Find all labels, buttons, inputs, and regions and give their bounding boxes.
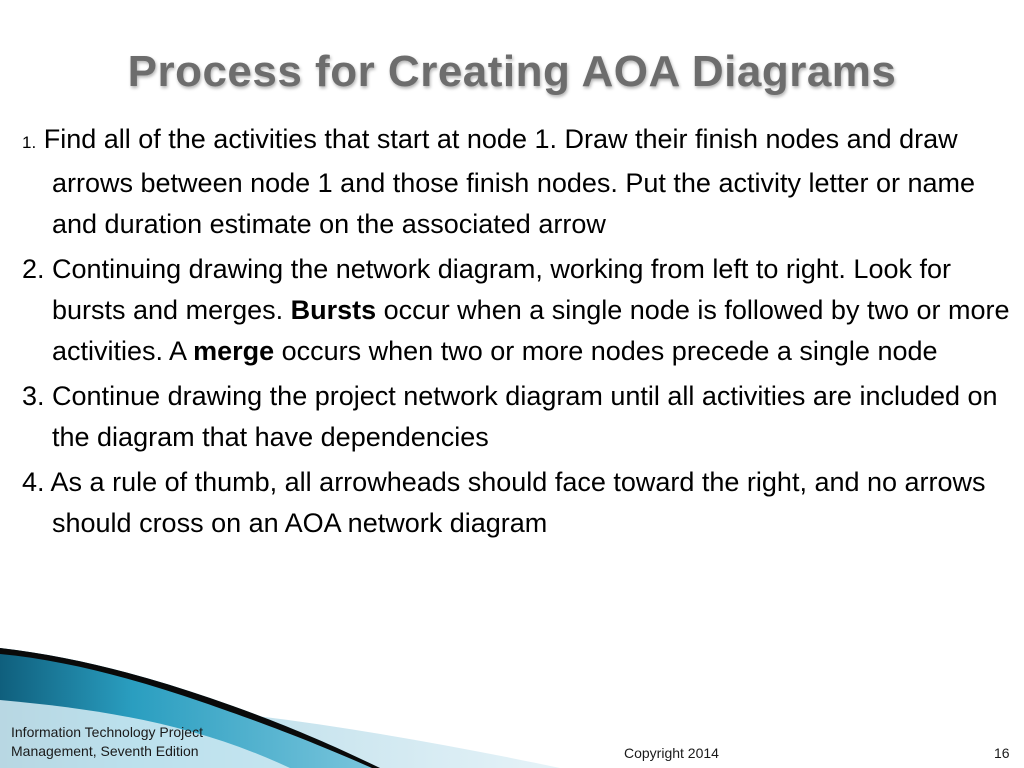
step-4 — [22, 462, 1017, 544]
step-number: 4. — [22, 467, 45, 497]
footer-copyright: Copyright 2014 — [624, 745, 719, 761]
step-1 — [22, 119, 1017, 245]
step-number: 3. — [22, 381, 45, 411]
term-merge: merge — [193, 336, 275, 366]
step-number: 1. — [22, 133, 37, 152]
step-text: As a rule of thumb, all arrowheads should face toward the right, and no arrows should cross on an AOA network diagram — [50, 467, 986, 538]
step-number: 2. — [22, 254, 45, 284]
step-text: occurs when two or more nodes precede a single node — [274, 336, 938, 366]
step-2 — [22, 249, 1017, 372]
slide-title: Process for Creating AOA Diagrams — [127, 47, 897, 96]
footer-book-title: Information Technology Project Management, Seventh Edition — [11, 724, 203, 759]
step-text: Find all of the activities that start at node 1. Draw their finish nodes and draw arrows between node 1 and those finish nodes. Put the activity letter or name and duration estimate on the associated arrow — [43, 124, 976, 239]
step-text: occur when a single node is followed by two or more activities. A — [52, 295, 1010, 366]
step-3 — [22, 376, 1017, 458]
term-bursts: Bursts — [290, 295, 377, 325]
steps-list — [22, 119, 1017, 548]
footer-page-number: 16 — [994, 745, 1010, 761]
step-text: Continuing drawing the network diagram, working from left to right. Look for bursts and merges. — [52, 254, 951, 325]
step-text: Continue drawing the project network diagram until all activities are included on the diagram that have dependencies — [52, 381, 998, 452]
